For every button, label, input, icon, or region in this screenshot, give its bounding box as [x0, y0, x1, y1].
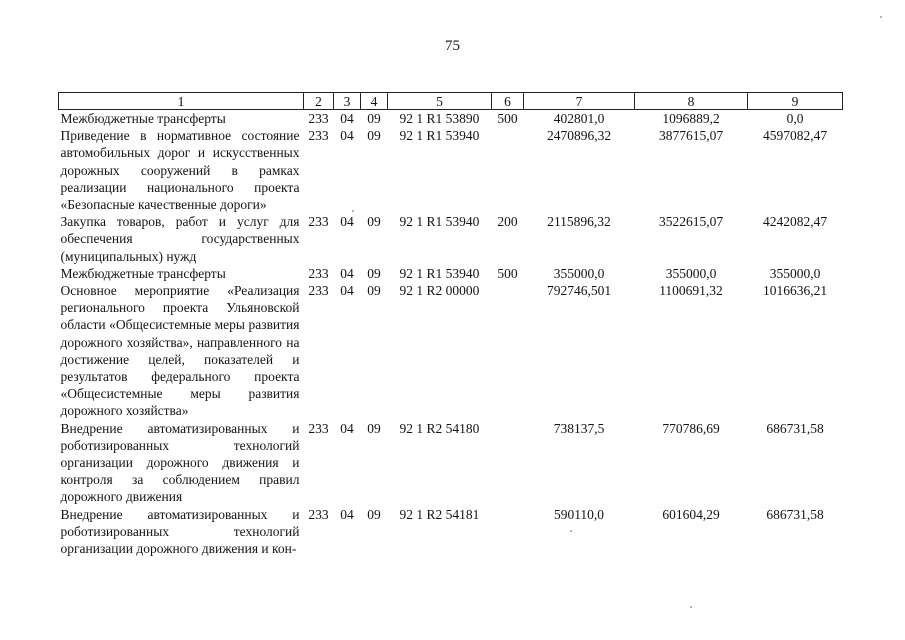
- cell-col4: 09: [367, 214, 381, 230]
- cell-col8: 3877615,07: [658, 128, 724, 144]
- cell-col6: [492, 127, 524, 213]
- table-row: [59, 420, 843, 506]
- cell-col7: 2470896,32: [546, 128, 612, 144]
- cell-col6: 500: [497, 111, 518, 126]
- row-name: Приведение в нормативное состояние автомобильных дорог и искусственных дорожных сооружений в рамках реализации национального проекта «Безопасные качественные дороги»: [60, 128, 300, 213]
- cell-col8: 355000,0: [665, 265, 717, 281]
- header-cell: 8: [635, 93, 748, 110]
- cell-col2: 233: [308, 506, 329, 522]
- cell-col2: 233: [308, 111, 329, 126]
- cell-col5: 92 1 R2 54181: [399, 506, 480, 522]
- cell-col4: 09: [367, 128, 381, 144]
- cell-col8: 601604,29: [662, 506, 720, 522]
- cell-col3: 04: [340, 111, 354, 126]
- cell-col2: 233: [308, 214, 329, 230]
- cell-col8: 1100691,32: [659, 283, 723, 299]
- row-name: Межбюджетные трансферты: [60, 265, 226, 281]
- table-row: [59, 213, 843, 265]
- cell-col3: 04: [340, 265, 354, 281]
- cell-col2: 233: [308, 128, 329, 144]
- row-name: Внедрение автоматизированных и роботизированных технологий организации дорожного движения и контроля за соблюдением правил дорожного движения: [60, 420, 300, 505]
- header-cell: 6: [492, 93, 524, 110]
- header-cell: 5: [388, 93, 492, 110]
- row-name: Внедрение автоматизированных и роботизированных технологий организации дорожного движения и кон-: [60, 506, 300, 557]
- cell-col5: 92 1 R1 53890: [399, 111, 480, 126]
- cell-col5: 92 1 R2 54180: [399, 420, 480, 436]
- row-name: Основное мероприятие «Реализация регионального проекта Ульяновской области «Общесистемные меры развития дорожного хозяйства», направленного на достижение целей, показателей и результатов федерального проекта «Общесистемные меры развития дорожного хозяйства»: [60, 283, 300, 419]
- cell-col4: 09: [367, 506, 381, 522]
- cell-col6: 200: [497, 214, 518, 230]
- cell-col4: 09: [367, 265, 381, 281]
- cell-col2: 233: [308, 283, 329, 299]
- cell-col9: 1016636,21: [762, 283, 828, 299]
- cell-col9: 686731,58: [766, 420, 824, 436]
- table-row: [59, 127, 843, 213]
- cell-col2: 233: [308, 265, 329, 281]
- cell-col9: 355000,0: [769, 265, 821, 281]
- budget-table: [58, 92, 843, 557]
- cell-col9: 4242082,47: [762, 214, 828, 230]
- cell-col5: 92 1 R1 53940: [399, 128, 480, 144]
- scan-speck: [880, 16, 882, 18]
- cell-col4: 09: [367, 420, 381, 436]
- table-row: [59, 110, 843, 128]
- table-row: [59, 265, 843, 282]
- cell-col3: 04: [340, 214, 354, 230]
- page-number: 75: [445, 38, 460, 54]
- cell-col3: 04: [340, 128, 354, 144]
- cell-col6: [492, 420, 524, 506]
- cell-col9: 0,0: [786, 111, 804, 126]
- table-row: [59, 282, 843, 420]
- table-row: [59, 506, 843, 558]
- cell-col3: 04: [340, 420, 354, 436]
- cell-col6: [492, 506, 524, 558]
- cell-col4: 09: [367, 283, 381, 299]
- header-cell: 3: [334, 93, 361, 110]
- header-cell: 7: [524, 93, 635, 110]
- cell-col8: 770786,69: [662, 420, 720, 436]
- cell-col5: 92 1 R1 53940: [399, 214, 480, 230]
- scan-speck: [352, 210, 354, 212]
- cell-col3: 04: [340, 283, 354, 299]
- cell-col2: 233: [308, 420, 329, 436]
- cell-col4: 09: [367, 111, 381, 126]
- cell-col8: 3522615,07: [658, 214, 724, 230]
- cell-col8: 1096889,2: [662, 111, 720, 126]
- cell-col5: 92 1 R1 53940: [399, 265, 480, 281]
- cell-col7: 738137,5: [553, 420, 605, 436]
- row-name: Межбюджетные трансферты: [60, 111, 226, 126]
- scan-speck: [570, 530, 572, 532]
- cell-col9: 4597082,47: [762, 128, 828, 144]
- header-cell: 1: [59, 93, 304, 110]
- header-cell: 2: [304, 93, 334, 110]
- row-name: Закупка товаров, работ и услуг для обеспечения государственных (муниципальных) нужд: [60, 214, 300, 264]
- scan-speck: [690, 606, 692, 608]
- cell-col5: 92 1 R2 00000: [399, 283, 480, 299]
- cell-col7: 402801,0: [553, 111, 605, 126]
- cell-col7: 2115896,32: [547, 214, 611, 230]
- cell-col6: [492, 282, 524, 420]
- header-cell: 4: [361, 93, 388, 110]
- header-cell: 9: [748, 93, 843, 110]
- cell-col3: 04: [340, 506, 354, 522]
- cell-col9: 686731,58: [766, 506, 824, 522]
- table-header-row: [59, 93, 843, 110]
- cell-col7: 590110,0: [553, 506, 605, 522]
- cell-col7: 792746,501: [546, 283, 612, 299]
- cell-col6: 500: [497, 265, 518, 281]
- cell-col7: 355000,0: [553, 265, 605, 281]
